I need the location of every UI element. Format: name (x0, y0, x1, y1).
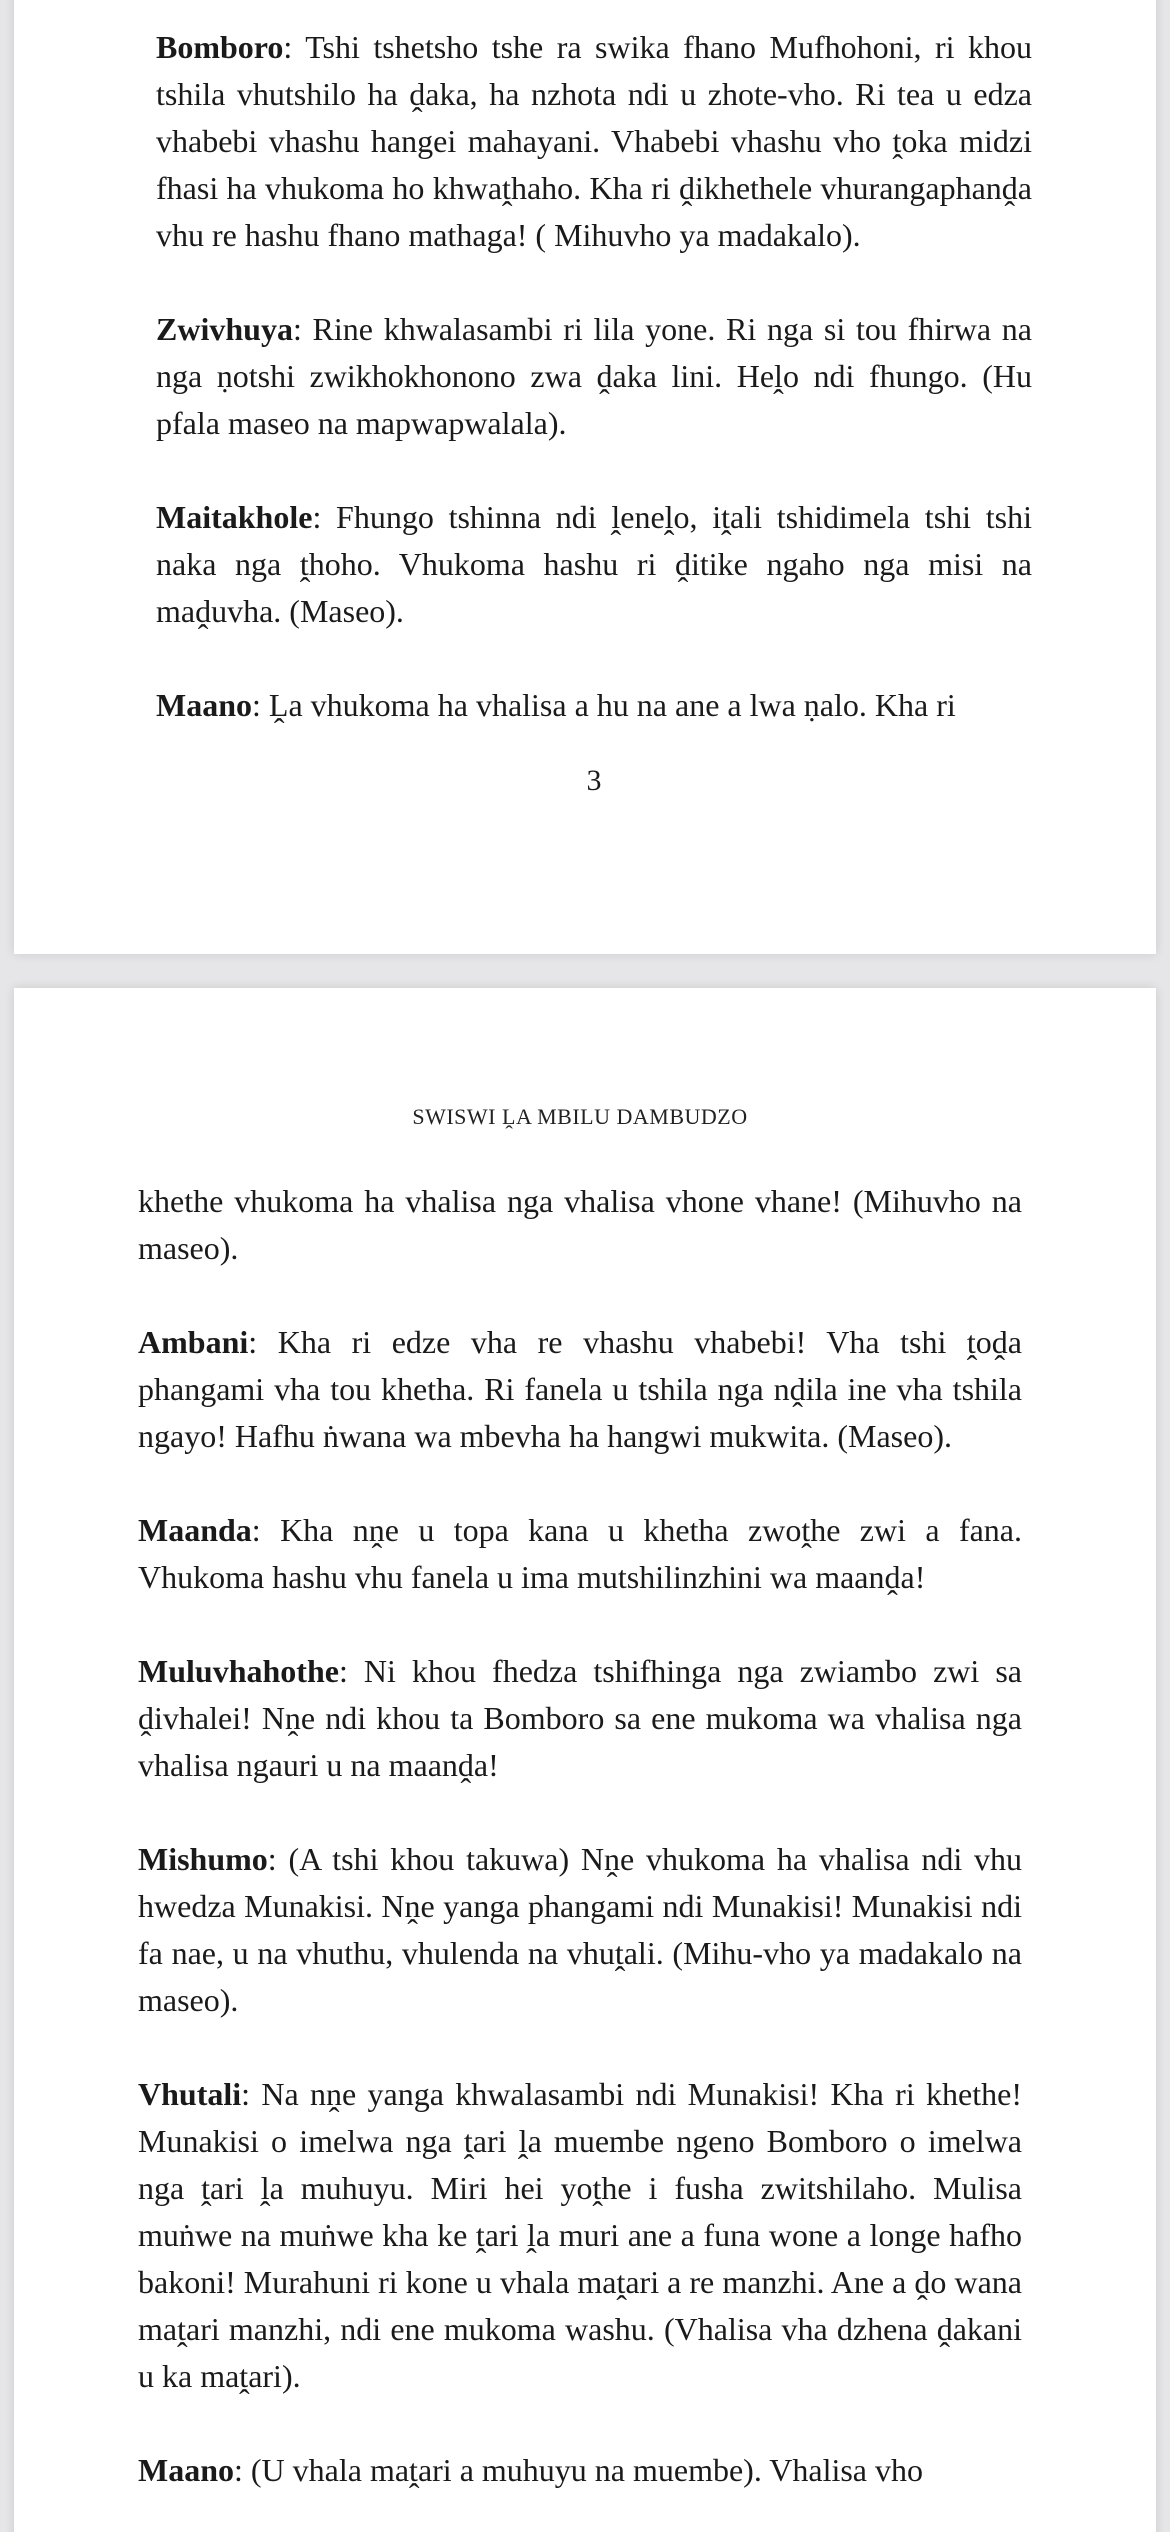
dialogue-paragraph (138, 1648, 1022, 1789)
dialogue-paragraph (138, 2447, 1022, 2494)
page-3 (14, 0, 1156, 954)
dialogue-paragraph (156, 494, 1032, 635)
speaker-name: Muluvhahothe (138, 1653, 339, 1689)
speaker-name: Zwivhuya (156, 311, 293, 347)
dialogue-text: : Tshi tshetsho tshe ra swika fhano Mufhohoni, ri khou tshila vhutshilo ha ḓaka, ha nzhota ndi u zhote-vho. Ri tea u edza vhabebi vhashu hangei mahayani. Vhabebi vhashu vho ṱoka midzi fhasi ha vhukoma ho khwaṱhaho. Kha ri ḓikhethele vhurangaphanḓa vhu re hashu fhano mathaga! ( Mihuvho ya madakalo). (156, 29, 1032, 253)
running-head: SWISWI ḼA MBILU DAMBUDZO (412, 1104, 748, 1129)
speaker-name: Bomboro (156, 29, 284, 65)
dialogue-text: : Kha ri edze vha re vhashu vhabebi! Vha tshi ṱoḓa phangami vha tou khetha. Ri fanela u tshila nga nḓila ine vha tshila ngayo! Hafhu ṅwana wa mbevha ha hangwi mukwita. (Maseo). (138, 1324, 1022, 1454)
speaker-name: Ambani (138, 1324, 249, 1360)
speaker-name: Mishumo (138, 1841, 268, 1877)
dialogue-paragraph (156, 306, 1032, 447)
dialogue-text: : (U vhala maṱari a muhuyu na muembe). Vhalisa vho (234, 2452, 923, 2488)
page-4 (14, 988, 1156, 2532)
speaker-name: Vhutali (138, 2076, 242, 2112)
speaker-name: Maitakhole (156, 499, 313, 535)
dialogue-text: : Fhungo tshinna ndi ḽeneḽo, iṱali tshidimela tshi tshi naka nga ṱhoho. Vhukoma hashu ri ḓitike ngaho nga misi na maḓuvha. (Maseo). (156, 499, 1032, 629)
dialogue-text: : Ni khou fhedza tshifhinga nga zwiambo zwi sa ḓivhalei! Nṋe ndi khou ta Bomboro sa ene mukoma wa vhalisa nga vhalisa ngauri u na maanḓa! (138, 1653, 1022, 1783)
dialogue-text: : Rine khwalasambi ri lila yone. Ri nga si tou fhirwa na nga ṇotshi zwikhokhonono zwa ḓaka lini. Heḽo ndi fhungo. (Hu pfala maseo na mapwapwalala). (156, 311, 1032, 441)
dialogue-paragraph (138, 2071, 1022, 2400)
dialogue-text: : Na nṋe yanga khwalasambi ndi Munakisi! Kha ri khethe! Munakisi o imelwa nga ṱari ḽa muembe ngeno Bomboro o imelwa nga ṱari ḽa muhuyu. Miri hei yoṱhe i fusha zwitshilaho. Mulisa muṅwe na muṅwe kha ke ṱari ḽa muri ane a funa wone a longe hafho bakoni! Murahuni ri kone u vhala maṱari a re manzhi. Ane a ḓo wana maṱari manzhi, ndi ene mukoma washu. (Vhalisa vha dzhena ḓakani u ka maṱari). (138, 2076, 1022, 2394)
dialogue-paragraph (138, 1507, 1022, 1601)
dialogue-text: : (A tshi khou takuwa) Nṋe vhukoma ha vhalisa ndi vhu hwedza Munakisi. Nṋe yanga phangami ndi Munakisi! Munakisi ndi fa nae, u na vhuthu, vhulenda na vhuṱali. (Mihu-vho ya madakalo na maseo). (138, 1841, 1022, 2018)
speaker-name: Maano (156, 687, 252, 723)
dialogue-text: : Ḽa vhukoma ha vhalisa a hu na ane a lwa ṇalo. Kha ri (252, 687, 956, 723)
page-number: 3 (586, 764, 602, 797)
dialogue-paragraph (138, 1836, 1022, 2024)
speaker-name: Maanda (138, 1512, 252, 1548)
dialogue-text: : Kha nṋe u topa kana u khetha zwoṱhe zwi a fana. Vhukoma hashu vhu fanela u ima mutshilinzhini wa maanḓa! (138, 1512, 1022, 1595)
dialogue-paragraph (156, 24, 1032, 259)
continuation-paragraph: khethe vhukoma ha vhalisa nga vhalisa vhone vhane! (Mihuvho na maseo). (138, 1183, 1022, 1266)
dialogue-paragraph (156, 682, 1032, 729)
speaker-name: Maano (138, 2452, 234, 2488)
dialogue-paragraph (138, 1319, 1022, 1460)
